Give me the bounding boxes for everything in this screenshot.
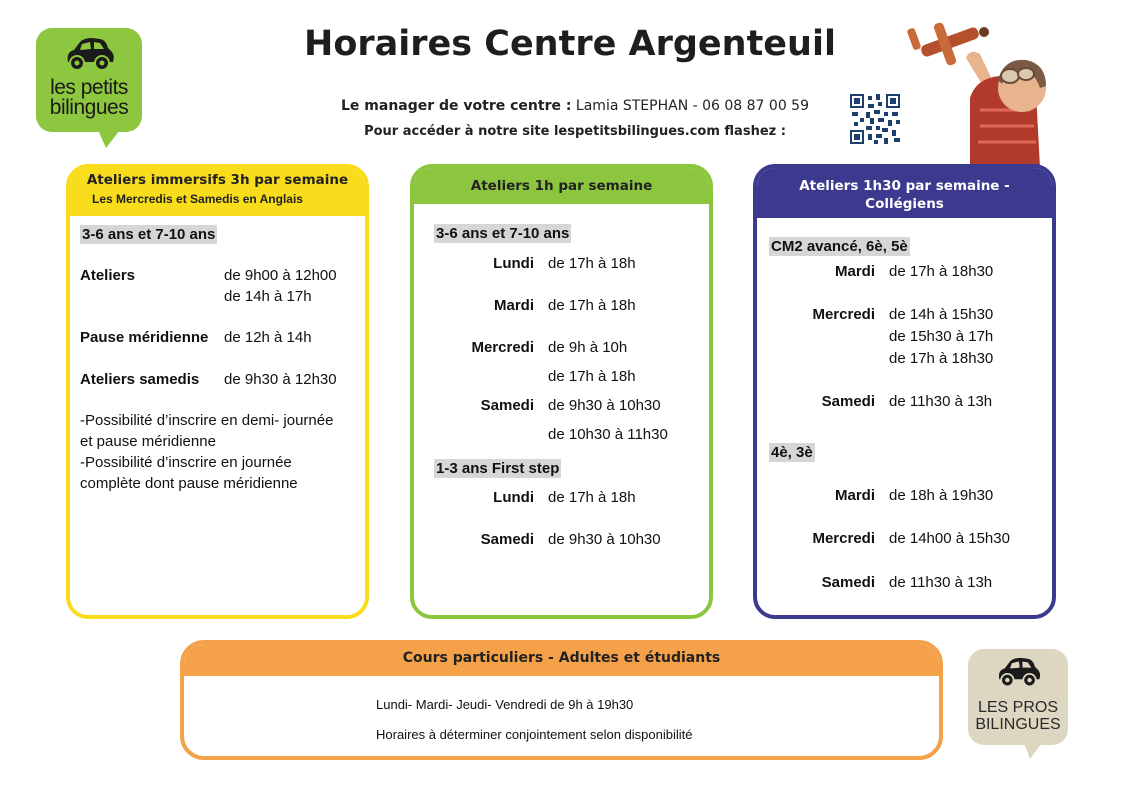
day-label: Mardi (834, 263, 875, 280)
day-label: Mardi (834, 487, 875, 504)
card-subtitle: Les Mercredis et Samedis en Anglais (92, 192, 303, 206)
time-value: de 18h à 19h30 (889, 487, 994, 504)
level-group-label: CM2 avancé, 6è, 5è (771, 238, 908, 255)
card-title: Ateliers immersifs 3h par semaine (86, 172, 349, 188)
age-group-label: 3-6 ans et 7-10 ans (436, 225, 570, 242)
note-line: -Possibilité d’inscrire en demi- journée (80, 412, 334, 429)
manager-label: Le manager de votre centre : (341, 98, 572, 114)
logo-text (968, 699, 1068, 733)
day-label: Lundi (493, 255, 534, 272)
time-value: de 17h à 18h (548, 489, 636, 506)
time-value: de 14h à 15h30 (889, 306, 994, 323)
site-line: Pour accéder à notre site lespetitsbilingues.com flashez : (364, 124, 786, 139)
row-value: de 9h00 à 12h00 (224, 267, 337, 284)
day-label: Mercredi (812, 306, 875, 323)
qr-code-icon[interactable] (850, 94, 900, 144)
college-workshops-header (757, 168, 1052, 218)
manager-value: Lamia STEPHAN - 06 08 87 00 59 (575, 98, 809, 114)
car-icon (994, 655, 1042, 691)
note-line: complète dont pause méridienne (80, 475, 298, 492)
level-group-label: 4è, 3è (771, 444, 813, 461)
time-value: de 9h30 à 10h30 (548, 531, 661, 548)
les-petits-bilingues-logo[interactable] (36, 28, 142, 132)
logo-text (36, 78, 142, 118)
row-value: de 14h à 17h (224, 288, 312, 305)
time-value: de 17h à 18h (548, 368, 636, 385)
logo-line-1: les petits (50, 76, 128, 99)
day-label: Mardi (493, 297, 534, 314)
time-value: de 11h30 à 13h (889, 393, 993, 410)
day-label: Mercredi (471, 339, 534, 356)
note-line: et pause méridienne (80, 433, 216, 450)
one-hour-workshops-header: Ateliers 1h par semaine (414, 168, 709, 204)
manager-line (300, 98, 850, 114)
time-value: de 9h à 10h (548, 339, 628, 356)
logo-line-2: BILINGUES (975, 716, 1061, 733)
row-label: Ateliers samedis (80, 371, 200, 388)
card-title-line-1: Ateliers 1h30 par semaine - (799, 178, 1010, 194)
row-label: Pause méridienne (80, 329, 209, 346)
time-value: de 17h à 18h (548, 255, 636, 272)
page-title: Horaires Centre Argenteuil (304, 24, 836, 64)
time-value: de 11h30 à 13h (889, 574, 993, 591)
age-group-label: 1-3 ans First step (436, 460, 560, 477)
day-label: Samedi (821, 574, 875, 591)
day-label: Lundi (493, 489, 534, 506)
les-pros-bilingues-logo[interactable] (968, 649, 1068, 745)
day-label: Mercredi (812, 530, 875, 547)
logo-line-1: LES PROS (977, 699, 1059, 716)
logo-line-2: bilingues (49, 96, 129, 119)
time-value: de 17h à 18h (548, 297, 636, 314)
day-label: Samedi (821, 393, 875, 410)
card-title-line-2: Collégiens (865, 196, 944, 212)
time-value: de 15h30 à 17h (889, 328, 994, 345)
college-workshops-card (753, 164, 1056, 619)
age-group-label: 3-6 ans et 7-10 ans (82, 226, 216, 243)
private-lessons-note: Horaires à déterminer conjointement selon disponibilité (376, 727, 693, 742)
time-value: de 10h30 à 11h30 (548, 426, 668, 443)
row-label: Ateliers (80, 267, 136, 284)
note-line: -Possibilité d’inscrire en journée (80, 454, 292, 471)
private-lessons-days: Lundi- Mardi- Jeudi- Vendredi de 9h à 19h30 (376, 697, 634, 712)
immersive-workshops-header (70, 168, 365, 216)
day-label: Samedi (480, 531, 534, 548)
car-icon (62, 36, 116, 74)
time-value: de 17h à 18h30 (889, 350, 994, 367)
time-value: de 17h à 18h30 (889, 263, 994, 280)
pilot-child-illustration (900, 18, 1060, 168)
day-label: Samedi (480, 397, 534, 414)
time-value: de 9h30 à 10h30 (548, 397, 661, 414)
row-value: de 12h à 14h (224, 329, 312, 346)
row-value: de 9h30 à 12h30 (224, 371, 337, 388)
time-value: de 14h00 à 15h30 (889, 530, 1010, 547)
private-lessons-header: Cours particuliers - Adultes et étudiants (184, 644, 939, 676)
